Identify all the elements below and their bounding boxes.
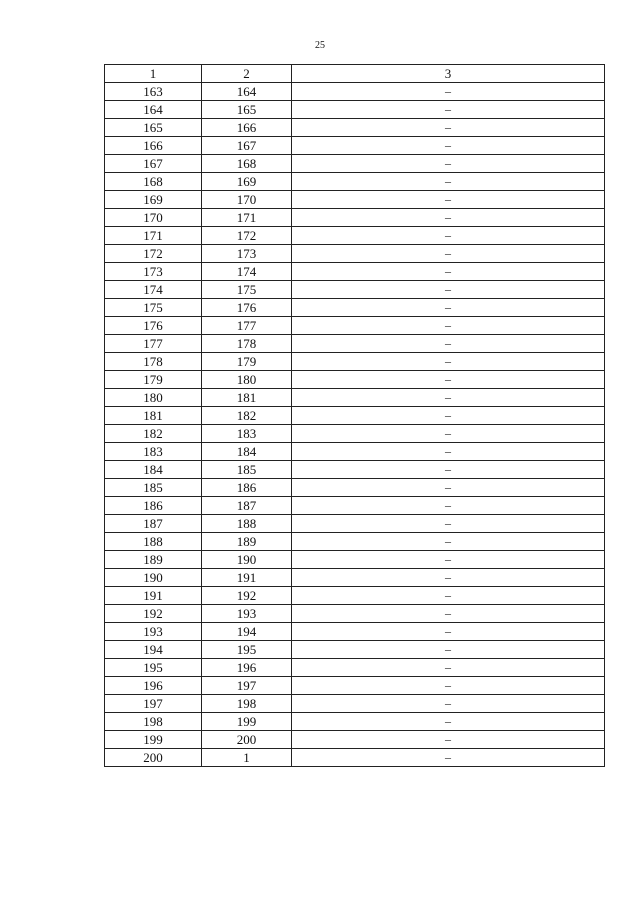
table-cell-col-1: 169 — [105, 191, 202, 209]
table-cell-col-2: 192 — [202, 587, 292, 605]
table-cell-col-3: – — [292, 83, 605, 101]
table-cell-col-3: – — [292, 191, 605, 209]
table-cell-col-2: 194 — [202, 623, 292, 641]
table-cell-col-3: – — [292, 497, 605, 515]
table-cell-col-3: – — [292, 515, 605, 533]
table-cell-col-2: 174 — [202, 263, 292, 281]
table-cell-col-2: 199 — [202, 713, 292, 731]
table-cell-col-2: 181 — [202, 389, 292, 407]
table-cell-col-3: – — [292, 173, 605, 191]
table-cell-col-3: – — [292, 245, 605, 263]
table-cell-col-2: 197 — [202, 677, 292, 695]
table-cell-col-2: 164 — [202, 83, 292, 101]
table-cell-col-1: 177 — [105, 335, 202, 353]
table-cell-col-3: – — [292, 731, 605, 749]
table-row — [105, 281, 605, 299]
table-cell-col-1: 167 — [105, 155, 202, 173]
table-row — [105, 461, 605, 479]
table-cell-col-3: – — [292, 749, 605, 767]
table-cell-col-1: 164 — [105, 101, 202, 119]
table-cell-col-2: 175 — [202, 281, 292, 299]
table-row — [105, 425, 605, 443]
table-cell-col-2: 187 — [202, 497, 292, 515]
table-cell-col-2: 180 — [202, 371, 292, 389]
table-cell-col-2: 172 — [202, 227, 292, 245]
table-cell-col-1: 195 — [105, 659, 202, 677]
table-row — [105, 497, 605, 515]
table-cell-col-1: 188 — [105, 533, 202, 551]
table-cell-col-2: 193 — [202, 605, 292, 623]
table-cell-col-1: 187 — [105, 515, 202, 533]
table-cell-col-3: – — [292, 569, 605, 587]
table-row — [105, 119, 605, 137]
table-cell-col-1: 199 — [105, 731, 202, 749]
table-cell-col-1: 179 — [105, 371, 202, 389]
table-cell-col-3: – — [292, 587, 605, 605]
table-cell-col-3: – — [292, 101, 605, 119]
table-cell-col-1: 168 — [105, 173, 202, 191]
table-cell-col-3: – — [292, 335, 605, 353]
table-row — [105, 533, 605, 551]
table-cell-col-3: – — [292, 209, 605, 227]
table-row — [105, 479, 605, 497]
table-cell-col-2: 184 — [202, 443, 292, 461]
table-cell-col-3: – — [292, 263, 605, 281]
table-cell-col-2: 185 — [202, 461, 292, 479]
table-cell-col-2: 167 — [202, 137, 292, 155]
table-row — [105, 173, 605, 191]
table-row — [105, 155, 605, 173]
table-cell-col-1: 186 — [105, 497, 202, 515]
table-row — [105, 389, 605, 407]
table-cell-col-2: 188 — [202, 515, 292, 533]
table-cell-col-1: 171 — [105, 227, 202, 245]
table-cell-col-3: – — [292, 425, 605, 443]
table-cell-col-1: 197 — [105, 695, 202, 713]
table-cell-col-3: – — [292, 407, 605, 425]
table-row — [105, 227, 605, 245]
table-cell-col-2: 176 — [202, 299, 292, 317]
table-cell-col-1: 192 — [105, 605, 202, 623]
table-row — [105, 569, 605, 587]
table-cell-col-1: 176 — [105, 317, 202, 335]
table-cell-col-3: – — [292, 461, 605, 479]
table-cell-col-1: 200 — [105, 749, 202, 767]
table-row — [105, 335, 605, 353]
page-number: 25 — [315, 40, 325, 51]
table-cell-col-1: 182 — [105, 425, 202, 443]
table-cell-col-1: 180 — [105, 389, 202, 407]
table-cell-col-1: 185 — [105, 479, 202, 497]
table-row — [105, 353, 605, 371]
table-row — [105, 137, 605, 155]
table-row — [105, 587, 605, 605]
table-cell-col-1: 198 — [105, 713, 202, 731]
table-cell-col-1: 174 — [105, 281, 202, 299]
table-cell-col-2: 178 — [202, 335, 292, 353]
table-row — [105, 245, 605, 263]
table-cell-col-2: 195 — [202, 641, 292, 659]
table-cell-col-3: – — [292, 659, 605, 677]
table-cell-col-1: 196 — [105, 677, 202, 695]
table-row — [105, 695, 605, 713]
table-cell-col-2: 177 — [202, 317, 292, 335]
table-cell-col-1: 178 — [105, 353, 202, 371]
data-table — [104, 64, 605, 767]
table-header-row — [105, 65, 605, 83]
table-cell-col-3: – — [292, 227, 605, 245]
table-cell-col-1: 170 — [105, 209, 202, 227]
table-cell-col-2: 196 — [202, 659, 292, 677]
column-header-1: 1 — [105, 65, 202, 83]
table-cell-col-3: – — [292, 641, 605, 659]
table-cell-col-2: 179 — [202, 353, 292, 371]
table-cell-col-1: 189 — [105, 551, 202, 569]
table-cell-col-1: 184 — [105, 461, 202, 479]
table-cell-col-1: 173 — [105, 263, 202, 281]
table-cell-col-3: – — [292, 371, 605, 389]
table-row — [105, 731, 605, 749]
table-cell-col-1: 166 — [105, 137, 202, 155]
table-row — [105, 605, 605, 623]
table-cell-col-2: 173 — [202, 245, 292, 263]
table-cell-col-1: 194 — [105, 641, 202, 659]
table-cell-col-3: – — [292, 551, 605, 569]
table-cell-col-3: – — [292, 389, 605, 407]
table-cell-col-1: 183 — [105, 443, 202, 461]
table-cell-col-2: 170 — [202, 191, 292, 209]
table-cell-col-2: 186 — [202, 479, 292, 497]
table-row — [105, 551, 605, 569]
table-row — [105, 659, 605, 677]
table-cell-col-2: 191 — [202, 569, 292, 587]
table-cell-col-1: 172 — [105, 245, 202, 263]
table-cell-col-1: 181 — [105, 407, 202, 425]
column-header-2: 2 — [202, 65, 292, 83]
table-body — [105, 83, 605, 767]
table-cell-col-2: 169 — [202, 173, 292, 191]
table-cell-col-1: 163 — [105, 83, 202, 101]
table-cell-col-3: – — [292, 317, 605, 335]
table-cell-col-3: – — [292, 443, 605, 461]
table-cell-col-3: – — [292, 695, 605, 713]
table-row — [105, 623, 605, 641]
table-cell-col-3: – — [292, 137, 605, 155]
table-cell-col-3: – — [292, 299, 605, 317]
table-cell-col-2: 171 — [202, 209, 292, 227]
table-cell-col-2: 168 — [202, 155, 292, 173]
table-cell-col-1: 175 — [105, 299, 202, 317]
table-cell-col-3: – — [292, 155, 605, 173]
table-cell-col-2: 198 — [202, 695, 292, 713]
table-cell-col-2: 190 — [202, 551, 292, 569]
table-cell-col-3: – — [292, 605, 605, 623]
table-cell-col-1: 193 — [105, 623, 202, 641]
table-row — [105, 749, 605, 767]
table-row — [105, 101, 605, 119]
table-cell-col-2: 200 — [202, 731, 292, 749]
table-cell-col-3: – — [292, 713, 605, 731]
table-cell-col-2: 182 — [202, 407, 292, 425]
table-cell-col-3: – — [292, 677, 605, 695]
table-row — [105, 371, 605, 389]
table-row — [105, 209, 605, 227]
table-row — [105, 263, 605, 281]
table-cell-col-1: 191 — [105, 587, 202, 605]
table-row — [105, 713, 605, 731]
table-row — [105, 83, 605, 101]
table-cell-col-3: – — [292, 623, 605, 641]
column-header-3: 3 — [292, 65, 605, 83]
table-cell-col-3: – — [292, 119, 605, 137]
table-cell-col-3: – — [292, 281, 605, 299]
table-cell-col-2: 165 — [202, 101, 292, 119]
table-row — [105, 191, 605, 209]
table-cell-col-3: – — [292, 479, 605, 497]
table-cell-col-2: 189 — [202, 533, 292, 551]
table-row — [105, 443, 605, 461]
data-table-container — [104, 64, 604, 767]
table-cell-col-1: 190 — [105, 569, 202, 587]
table-cell-col-2: 183 — [202, 425, 292, 443]
table-row — [105, 407, 605, 425]
table-cell-col-3: – — [292, 533, 605, 551]
table-row — [105, 641, 605, 659]
table-row — [105, 515, 605, 533]
table-row — [105, 317, 605, 335]
table-cell-col-2: 1 — [202, 749, 292, 767]
table-row — [105, 677, 605, 695]
table-row — [105, 299, 605, 317]
table-cell-col-3: – — [292, 353, 605, 371]
table-cell-col-1: 165 — [105, 119, 202, 137]
table-cell-col-2: 166 — [202, 119, 292, 137]
